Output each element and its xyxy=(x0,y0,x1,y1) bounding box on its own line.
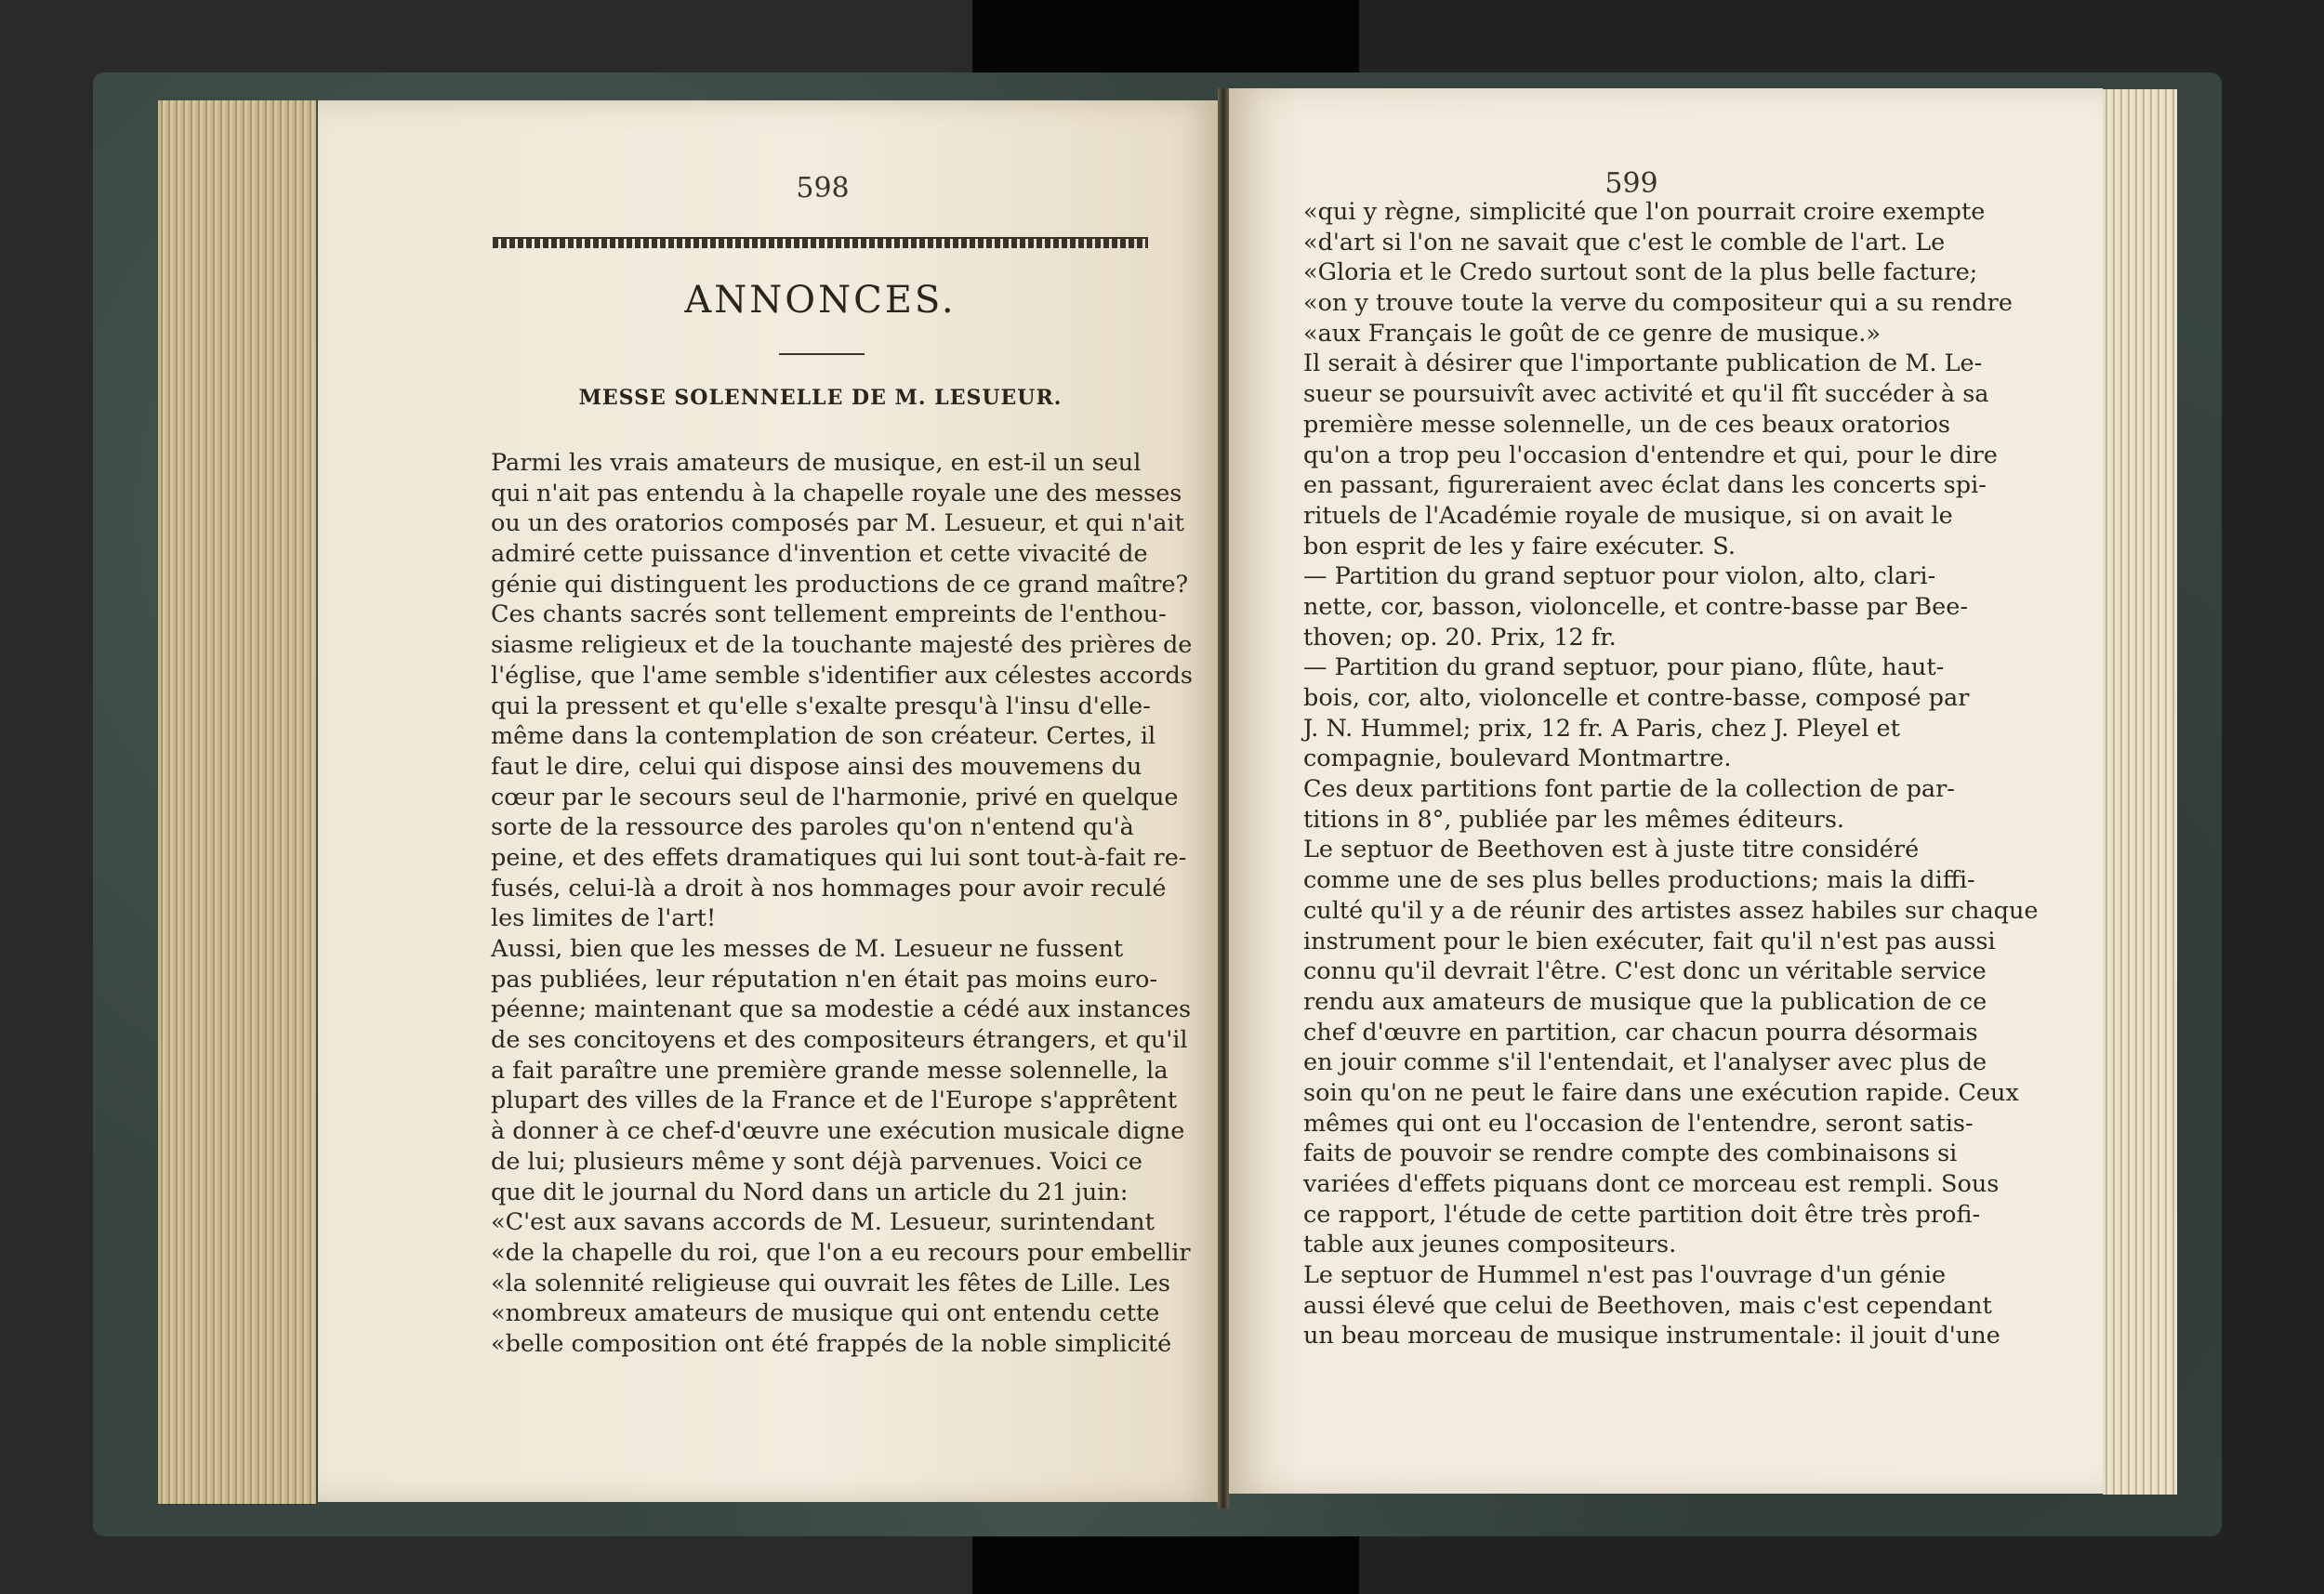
article-heading: MESSE SOLENNELLE DE M. LESUEUR. xyxy=(578,386,1063,410)
text-line: à donner à ce chef-d'œuvre une exécution musicale digne xyxy=(491,1117,1185,1146)
book-gutter xyxy=(1218,88,1229,1508)
text-line: cœur par le secours seul de l'harmonie, privé en quelque xyxy=(491,783,1179,811)
text-line: «nombreux amateurs de musique qui ont entendu cette xyxy=(491,1299,1160,1328)
text-line: de ses concitoyens et des compositeurs étrangers, et qu'il xyxy=(491,1026,1188,1055)
text-line: qu'on a trop peu l'occasion d'entendre et qui, pour le dire xyxy=(1303,441,1998,469)
text-line: sorte de la ressource des paroles qu'on n'entend qu'à xyxy=(491,813,1134,842)
heading-rule xyxy=(779,353,865,355)
text-line: bon esprit de les y faire exécuter. S. xyxy=(1303,532,1736,560)
left-page-number: 598 xyxy=(796,172,850,204)
text-line: Ces chants sacrés sont tellement empreints de l'enthou- xyxy=(491,600,1167,629)
text-line: en jouir comme s'il l'entendait, et l'analyser avec plus de xyxy=(1303,1048,1987,1077)
text-line: «aux Français le goût de ce genre de musique.» xyxy=(1303,319,1881,348)
text-line: Parmi les vrais amateurs de musique, en est-il un seul xyxy=(491,449,1142,477)
text-line: compagnie, boulevard Montmartre. xyxy=(1303,744,1732,773)
text-line: Ces deux partitions font partie de la collection de par- xyxy=(1303,775,1955,804)
text-line: génie qui distinguent les productions de ce grand maître? xyxy=(491,570,1189,599)
text-line: ou un des oratorios composés par M. Lesueur, et qui n'ait xyxy=(491,509,1184,538)
text-line: nette, cor, basson, violoncelle, et contre-basse par Bee- xyxy=(1303,592,1968,621)
ornamental-rule xyxy=(493,237,1148,248)
text-line: — Partition du grand septuor pour violon, alto, clari- xyxy=(1303,562,1936,591)
text-line: culté qu'il y a de réunir des artistes assez habiles sur chaque xyxy=(1303,896,2039,925)
text-line: les limites de l'art! xyxy=(491,904,717,933)
text-line: «C'est aux savans accords de M. Lesueur, surintendant xyxy=(491,1208,1155,1237)
text-line: «belle composition ont été frappés de la noble simplicité xyxy=(491,1329,1172,1358)
left-page-text xyxy=(491,448,1193,1360)
right-page-number: 599 xyxy=(1604,167,1658,200)
text-line: de lui; plusieurs même y sont déjà parvenues. Voici ce xyxy=(491,1147,1142,1176)
text-line: soin qu'on ne peut le faire dans une exécution rapide. Ceux xyxy=(1303,1078,2019,1107)
text-line: pas publiées, leur réputation n'en était pas moins euro- xyxy=(491,965,1158,994)
text-line: Le septuor de Beethoven est à juste titre considéré xyxy=(1303,836,1920,864)
text-line: l'église, que l'ame semble s'identifier aux célestes accords xyxy=(491,661,1193,690)
text-line: siasme religieux et de la touchante majesté des prières de xyxy=(491,631,1193,660)
text-line: peine, et des effets dramatiques qui lui sont tout-à-fait re- xyxy=(491,843,1187,872)
text-line: aussi élevé que celui de Beethoven, mais c'est cependant xyxy=(1303,1291,1992,1320)
text-line: chef d'œuvre en partition, car chacun pourra désormais xyxy=(1303,1018,1978,1047)
text-line: même dans la contemplation de son créateur. Certes, il xyxy=(491,722,1156,751)
text-line: que dit le journal du Nord dans un article du 21 juin: xyxy=(491,1178,1129,1206)
text-line: a fait paraître une première grande messe solennelle, la xyxy=(491,1056,1169,1085)
text-line: «d'art si l'on ne savait que c'est le comble de l'art. Le xyxy=(1303,228,1946,257)
right-page-text xyxy=(1303,197,2039,1351)
text-line: «de la chapelle du roi, que l'on a eu recours pour embellir xyxy=(491,1238,1191,1267)
text-line: qui la pressent et qu'elle s'exalte presqu'à l'insu d'elle- xyxy=(491,692,1151,720)
text-line: connu qu'il devrait l'être. C'est donc un véritable service xyxy=(1303,957,1987,986)
text-line: instrument pour le bien exécuter, fait qu'il n'est pas aussi xyxy=(1303,927,1996,955)
text-line: mêmes qui ont eu l'occasion de l'entendre, seront satis- xyxy=(1303,1109,1974,1138)
text-line: faut le dire, celui qui dispose ainsi des mouvemens du xyxy=(491,752,1142,781)
text-line: bois, cor, alto, violoncelle et contre-basse, composé par xyxy=(1303,684,1970,712)
text-line: faits de pouvoir se rendre compte des combinaisons si xyxy=(1303,1140,1958,1168)
text-line: «la solennité religieuse qui ouvrait les fêtes de Lille. Les xyxy=(491,1269,1170,1298)
text-line: Le septuor de Hummel n'est pas l'ouvrage d'un génie xyxy=(1303,1261,1947,1290)
text-line: qui n'ait pas entendu à la chapelle royale une des messes xyxy=(491,479,1182,507)
text-line: variées d'effets piquans dont ce morceau est rempli. Sous xyxy=(1303,1170,2000,1198)
text-line: titions in 8°, publiée par les mêmes éditeurs. xyxy=(1303,805,1845,834)
text-line: Il serait à désirer que l'importante publication de M. Le- xyxy=(1303,349,1983,378)
section-heading: ANNONCES. xyxy=(684,279,957,322)
text-line: sueur se poursuivît avec activité et qu'il fît succéder à sa xyxy=(1303,380,1989,409)
text-line: — Partition du grand septuor, pour piano, flûte, haut- xyxy=(1303,653,1945,682)
text-line: fusés, celui-là a droit à nos hommages pour avoir reculé xyxy=(491,874,1167,902)
text-line: rendu aux amateurs de musique que la publication de ce xyxy=(1303,987,1987,1016)
text-line: admiré cette puissance d'invention et cette vivacité de xyxy=(491,540,1148,569)
text-line: en passant, figureraient avec éclat dans les concerts spi- xyxy=(1303,471,1987,500)
text-line: thoven; op. 20. Prix, 12 fr. xyxy=(1303,623,1617,652)
text-line: rituels de l'Académie royale de musique, si on avait le xyxy=(1303,501,1953,530)
page-edges-left xyxy=(158,100,316,1504)
text-line: ce rapport, l'étude de cette partition doit être très profi- xyxy=(1303,1200,1981,1229)
text-line: «on y trouve toute la verve du compositeur qui a su rendre xyxy=(1303,289,2013,318)
text-line: J. N. Hummel; prix, 12 fr. A Paris, chez J. Pleyel et xyxy=(1303,714,1900,743)
text-line: table aux jeunes compositeurs. xyxy=(1303,1231,1677,1259)
text-line: péenne; maintenant que sa modestie a cédé aux instances xyxy=(491,995,1192,1024)
text-line: «qui y règne, simplicité que l'on pourrait croire exempte xyxy=(1303,198,1986,226)
text-line: «Gloria et le Credo surtout sont de la plus belle facture; xyxy=(1303,258,1978,287)
text-line: Aussi, bien que les messes de M. Lesueur ne fussent xyxy=(491,935,1124,963)
text-line: plupart des villes de la France et de l'Europe s'apprêtent xyxy=(491,1087,1178,1115)
text-line: comme une de ses plus belles productions; mais la diffi- xyxy=(1303,866,1975,895)
text-line: première messe solennelle, un de ces beaux oratorios xyxy=(1303,410,1950,439)
text-line: un beau morceau de musique instrumentale: il jouit d'une xyxy=(1303,1322,2000,1350)
page-edges-right xyxy=(2103,89,2177,1495)
